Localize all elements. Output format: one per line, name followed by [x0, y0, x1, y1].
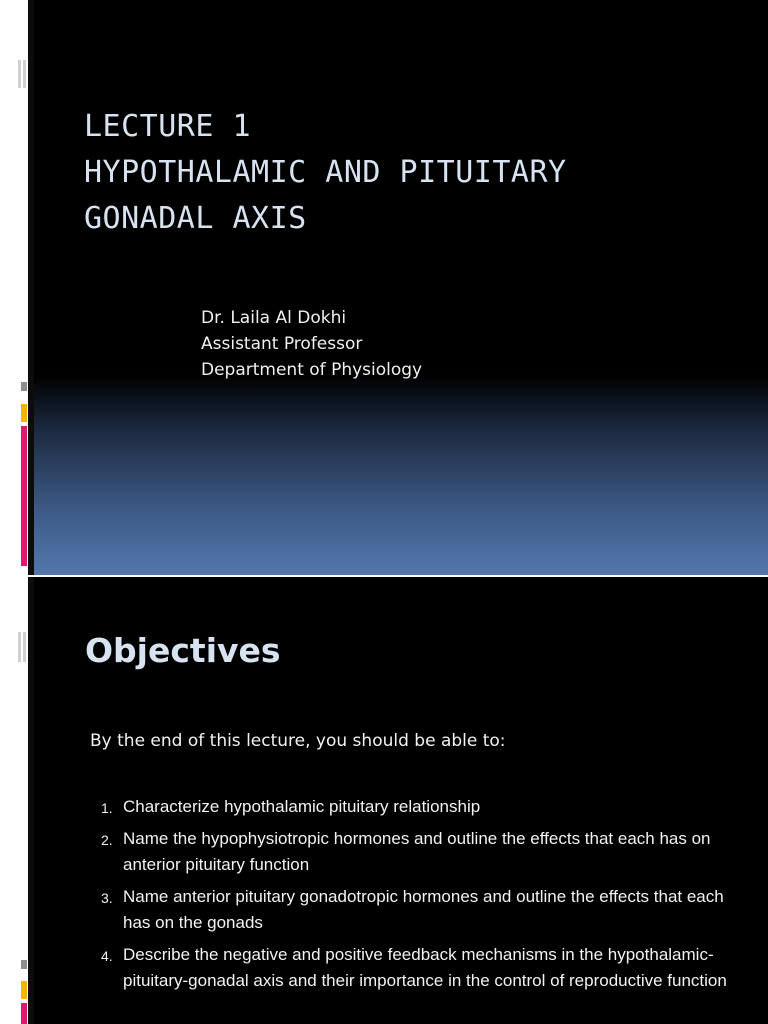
author-position: Assistant Professor — [201, 334, 363, 354]
slide-title — [84, 104, 567, 242]
objectives-title: Objectives — [85, 631, 281, 670]
accent-mark-yellow — [21, 981, 27, 999]
title-line-2: HYPOTHALAMIC AND PITUITARY — [84, 155, 567, 190]
title-line-3: GONADAL AXIS — [84, 201, 307, 236]
strip-tick — [23, 632, 26, 662]
presenter-info — [201, 305, 422, 383]
item-text: Name the hypophysiotropic hormones and outline the effects that each has on anterior pituitary function — [123, 829, 711, 874]
item-number: 4. — [101, 948, 113, 964]
list-item — [98, 884, 738, 936]
author-department: Department of Physiology — [201, 360, 423, 380]
item-number: 2. — [101, 832, 113, 848]
objectives-intro: By the end of this lecture, you should be able to: — [90, 731, 506, 751]
strip-tick — [23, 60, 26, 88]
accent-mark-gray — [21, 382, 27, 391]
item-number: 3. — [101, 890, 113, 906]
accent-strip-edge — [28, 577, 34, 1024]
accent-mark-pink — [21, 426, 27, 566]
item-number: 1. — [101, 800, 113, 816]
objectives-list — [98, 794, 738, 1000]
strip-tick — [18, 632, 21, 662]
item-text: Describe the negative and positive feedback mechanisms in the hypothalamic-pituitary-gonadal axis and their importance in the control of reproductive function — [123, 945, 727, 990]
item-text: Name anterior pituitary gonadotropic hormones and outline the effects that each has on the gonads — [123, 887, 724, 932]
accent-mark-pink — [21, 1003, 27, 1024]
accent-strip-edge — [28, 0, 34, 575]
list-item — [98, 942, 738, 994]
accent-mark-gray — [21, 960, 27, 969]
title-line-1: LECTURE 1 — [84, 109, 252, 144]
accent-mark-yellow — [21, 404, 27, 422]
strip-tick — [18, 60, 21, 88]
author-name: Dr. Laila Al Dokhi — [201, 308, 347, 328]
item-text: Characterize hypothalamic pituitary relationship — [123, 797, 481, 816]
list-item — [98, 794, 738, 820]
list-item — [98, 826, 738, 878]
